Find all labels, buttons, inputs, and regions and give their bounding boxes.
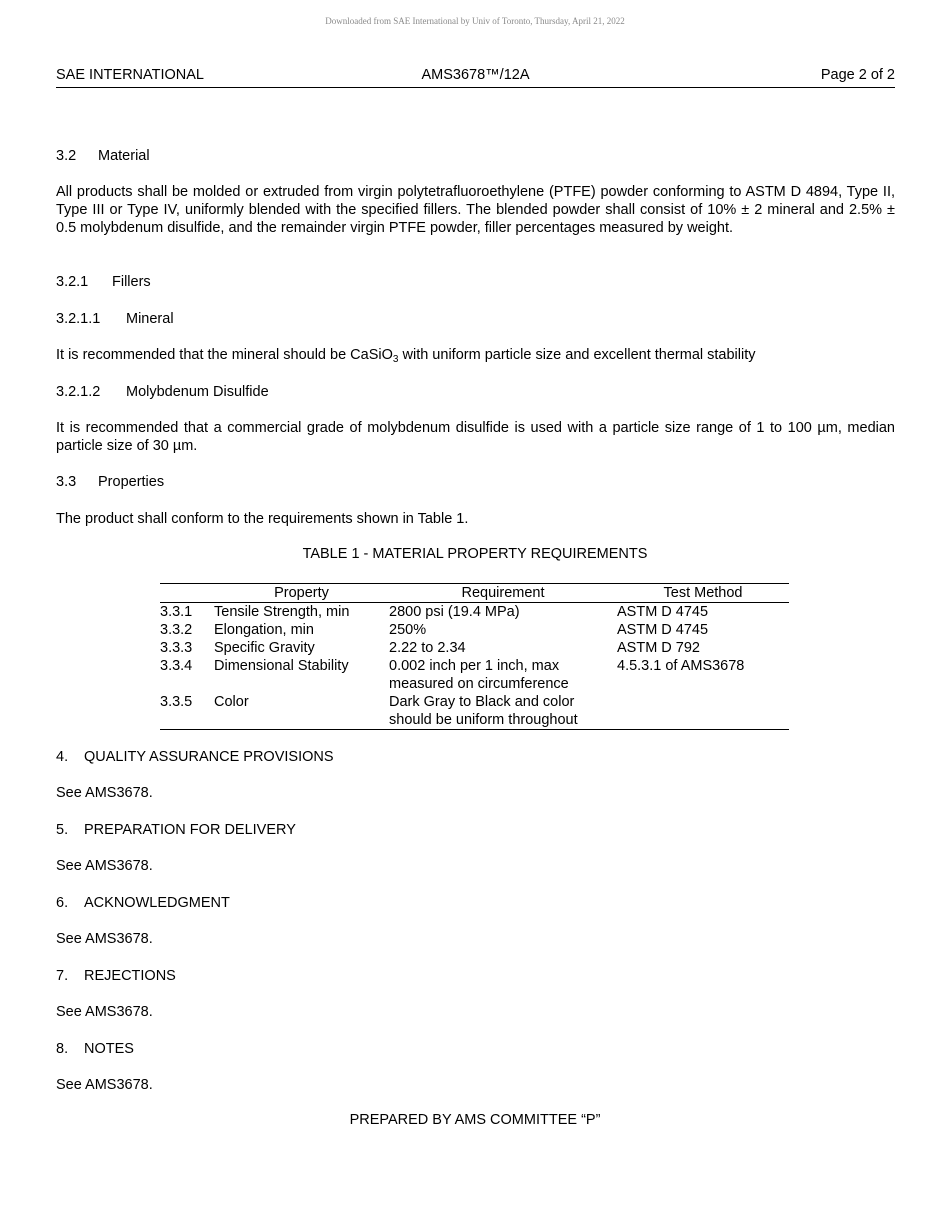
row-requirement: 0.002 inch per 1 inch, max xyxy=(389,658,560,674)
section-3-2-1-1-heading xyxy=(56,310,895,328)
section-title: NOTES xyxy=(84,1041,134,1057)
section-3-3-heading xyxy=(56,473,895,491)
table-header-property: Property xyxy=(274,585,329,601)
section-number: 7. xyxy=(56,968,69,984)
row-number: 3.3.3 xyxy=(160,640,193,656)
row-test-method: ASTM D 792 xyxy=(617,640,700,656)
row-test-method: ASTM D 4745 xyxy=(617,622,709,638)
row-property: Elongation, min xyxy=(214,622,314,638)
section-title: REJECTIONS xyxy=(84,968,176,984)
row-property: Dimensional Stability xyxy=(214,658,349,674)
formula-subscript: 3 xyxy=(392,354,399,365)
section-8-heading xyxy=(56,1040,895,1058)
section-title: Material xyxy=(98,148,150,164)
section-3-2-body: All products shall be molded or extruded from virgin polytetrafluoroethylene (PTFE) powder conforming to ASTM D 4894, Type II, Type III or Type IV, uniformly blended with the specified fillers. The blended powder shall consist of 10% ± 2 mineral and 2.5% ± 0.5 molybdenum disulfide, and the remainder virgin PTFE powder, filler percentages measured by weight. xyxy=(56,184,895,236)
row-property: Specific Gravity xyxy=(214,640,315,656)
section-title: Molybdenum Disulfide xyxy=(126,384,269,400)
section-7-heading xyxy=(56,967,895,985)
row-requirement-line-2: should be uniform throughout xyxy=(389,712,578,728)
section-3-2-1-2-heading xyxy=(56,383,895,401)
section-4-heading xyxy=(56,748,895,766)
section-7-body: See AMS3678. xyxy=(56,1004,153,1020)
row-test-method: 4.5.3.1 of AMS3678 xyxy=(617,658,745,674)
section-3-2-1-2-body: It is recommended that a commercial grade of molybdenum disulfide is used with a particle size range of 1 to 100 µm, median particle size of 30 µm. xyxy=(56,420,895,454)
section-5-body: See AMS3678. xyxy=(56,858,153,874)
row-test-method: ASTM D 4745 xyxy=(617,604,709,620)
header-page-number: Page 2 of 2 xyxy=(820,67,895,83)
table-header-row xyxy=(160,584,789,603)
section-number: 3.2.1.2 xyxy=(56,384,101,400)
section-3-3-body: The product shall conform to the requirements shown in Table 1. xyxy=(56,511,469,527)
mineral-text-start: It is recommended that the mineral should be CaSiO xyxy=(56,347,393,363)
section-title: Mineral xyxy=(126,311,174,327)
prepared-by-footer: PREPARED BY AMS COMMITTEE “P” xyxy=(349,1112,601,1128)
table-row xyxy=(160,693,789,729)
row-requirement: 2.22 to 2.34 xyxy=(389,640,466,656)
table-title: TABLE 1 - MATERIAL PROPERTY REQUIREMENTS xyxy=(302,546,648,562)
table-row xyxy=(160,657,789,693)
section-number: 3.2.1 xyxy=(56,274,89,290)
table-header-requirement: Requirement xyxy=(461,585,545,601)
download-watermark: Downloaded from SAE International by Univ of Toronto, Thursday, April 21, 2022 xyxy=(325,16,625,26)
section-4-body: See AMS3678. xyxy=(56,785,153,801)
section-number: 6. xyxy=(56,895,69,911)
row-number: 3.3.2 xyxy=(160,622,193,638)
row-property: Tensile Strength, min xyxy=(214,604,350,620)
section-number: 4. xyxy=(56,749,69,765)
section-3-2-1-1-body xyxy=(56,346,895,364)
section-6-heading xyxy=(56,894,895,912)
header-org: SAE INTERNATIONAL xyxy=(56,67,204,83)
material-property-table xyxy=(160,583,789,730)
row-requirement: 2800 psi (19.4 MPa) xyxy=(389,604,520,620)
section-title: PREPARATION FOR DELIVERY xyxy=(84,822,296,838)
section-number: 3.3 xyxy=(56,474,77,490)
section-number: 3.2 xyxy=(56,148,77,164)
section-title: Fillers xyxy=(112,274,151,290)
row-requirement: Dark Gray to Black and color xyxy=(389,694,575,710)
row-number: 3.3.1 xyxy=(160,604,193,620)
section-number: 5. xyxy=(56,822,69,838)
table-row xyxy=(160,639,789,657)
section-8-body: See AMS3678. xyxy=(56,1077,153,1093)
section-title: ACKNOWLEDGMENT xyxy=(84,895,230,911)
section-6-body: See AMS3678. xyxy=(56,931,153,947)
row-requirement-line-2: measured on circumference xyxy=(389,676,569,692)
mineral-text-end: with uniform particle size and excellent thermal stability xyxy=(398,347,756,363)
section-5-heading xyxy=(56,821,895,839)
section-3-2-heading xyxy=(56,147,895,165)
row-number: 3.3.4 xyxy=(160,658,193,674)
section-number: 8. xyxy=(56,1041,69,1057)
section-number: 3.2.1.1 xyxy=(56,311,101,327)
section-3-2-1-heading xyxy=(56,273,895,291)
header-doc-number: AMS3678™/12A xyxy=(421,67,530,83)
table-header-test-method: Test Method xyxy=(663,585,743,601)
table-row xyxy=(160,603,789,621)
row-number: 3.3.5 xyxy=(160,694,193,710)
row-requirement: 250% xyxy=(389,622,427,638)
row-property: Color xyxy=(214,694,249,710)
table-row xyxy=(160,621,789,639)
section-title: QUALITY ASSURANCE PROVISIONS xyxy=(84,749,334,765)
page-header xyxy=(56,67,895,88)
section-title: Properties xyxy=(98,474,165,490)
